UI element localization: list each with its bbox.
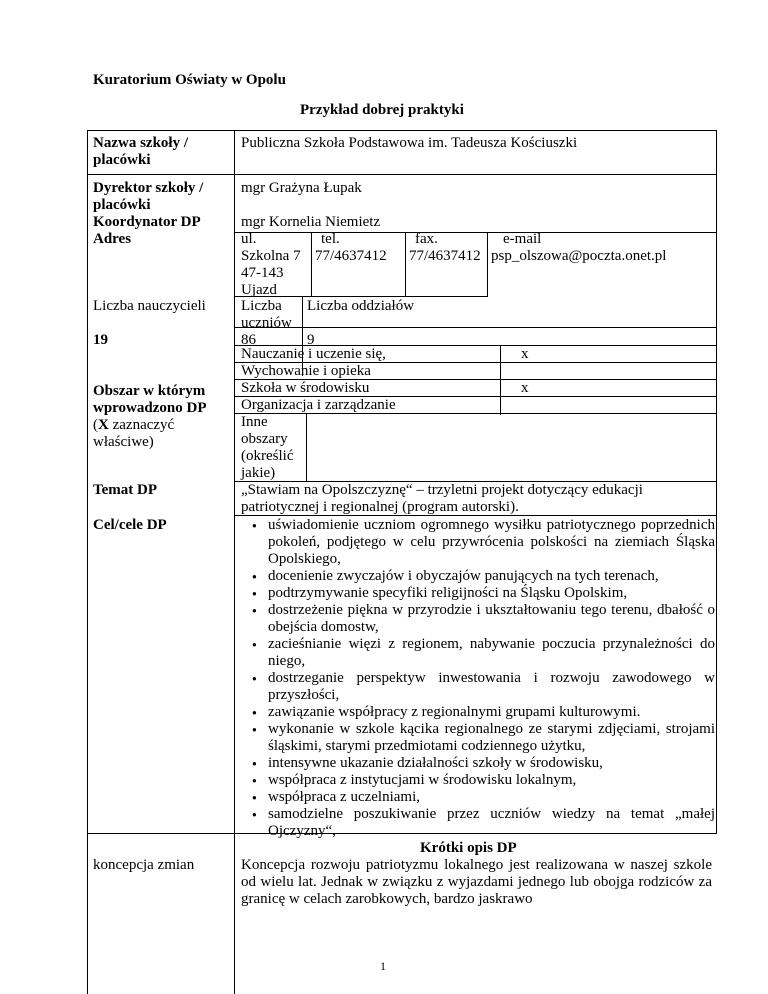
value-director: mgr Grażyna Łupak [241, 180, 362, 196]
list-item: ● zacieśnianie więzi z regionem, nabywanie poczucia przynależności do niego, [252, 636, 715, 670]
list-item: ● samodzielne poszukiwanie przez uczniów wiedzy na temat „małej Ojczyzny“, [252, 806, 715, 840]
area-mark: x [521, 346, 529, 362]
label-coordinator: Koordynator DP [93, 214, 201, 230]
value-coordinator: mgr Kornelia Niemietz [241, 214, 381, 230]
value-classes: 9 [307, 332, 315, 348]
list-item: ● dostrzeganie perspektyw inwestowania i rozwoju zawodowego w przyszłości, [252, 670, 715, 704]
value-teachers-count: 19 [93, 332, 108, 348]
address-email: e-mail psp_olszowa@poczta.onet.pl [491, 231, 667, 264]
area-item: Inne obszary (określić jakie) [241, 414, 294, 481]
page-number: 1 [380, 959, 386, 973]
area-item: Szkoła w środowisku [241, 380, 370, 396]
label-school-name: Nazwa szkoły / placówki [93, 135, 188, 168]
label-goals: Cel/cele DP [93, 517, 167, 533]
list-item: ● podtrzymywanie specyfiki religijności na Śląsku Opolskim, [252, 585, 715, 602]
list-item: ● intensywne ukazanie działalności szkoły w środowisku, [252, 755, 715, 772]
list-item: ● współpraca z uczelniami, [252, 789, 715, 806]
concept-text: Koncepcja rozwoju patriotyzmu lokalnego jest realizowana w naszej szkole od wielu lat. Jednak w związku z wyjazdami jednego lub obojga rodziców za granicę w celach zarobkowych, bardzo jaskrawo [241, 857, 712, 907]
area-item: Wychowanie i opieka [241, 363, 371, 379]
organization-name: Kuratorium Oświaty w Opolu [93, 72, 286, 88]
label-director: Dyrektor szkoły / placówki [93, 180, 204, 213]
list-item: ● dostrzeżenie piękna w przyrodzie i ukształtowaniu tego terenu, dbałość o obejścia domostw, [252, 602, 715, 636]
list-item: ● zawiązanie współpracy z regionalnymi grupami kulturowymi. [252, 704, 715, 721]
label-students: Liczba uczniów [241, 298, 292, 331]
area-item: Nauczanie i uczenie się, [241, 346, 386, 362]
area-item: Organizacja i zarządzanie [241, 397, 396, 413]
label-topic: Temat DP [93, 482, 158, 498]
label-address: Adres [93, 231, 132, 247]
label-classes: Liczba oddziałów [307, 298, 415, 314]
address-phone: tel. 77/4637412 [315, 231, 387, 264]
list-item: ● współpraca z instytucjami w środowisku lokalnym, [252, 772, 715, 789]
address-street: ul. Szkolna 7 47-143 Ujazd [241, 231, 301, 298]
list-item: ● docenienie zwyczajów i obyczajów panujących na tych terenach, [252, 568, 715, 585]
area-mark: x [521, 380, 529, 396]
list-item: ● wykonanie w szkole kącika regionalnego ze starymi zdjęciami, strojami śląskimi, starymi przedmiotami codziennego użytku, [252, 721, 715, 755]
value-school-name: Publiczna Szkoła Podstawowa im. Tadeusza Kościuszki [241, 135, 578, 151]
short-description-heading: Krótki opis DP [420, 840, 517, 856]
value-students: 86 [241, 332, 256, 348]
label-area: Obszar w którym wprowadzono DP (X zaznaczyć właściwe) [93, 383, 207, 450]
address-fax: fax. 77/4637412 [409, 231, 481, 264]
value-topic: „Stawiam na Opolszczyznę“ – trzyletni projekt dotyczący edukacji patriotycznej i regionalnej (program autorski). [241, 482, 643, 515]
goals-list [252, 517, 715, 840]
document-title: Przykład dobrej praktyki [300, 102, 464, 118]
label-teachers: Liczba nauczycieli [93, 298, 206, 314]
label-concept: koncepcja zmian [93, 857, 195, 873]
list-item: ● uświadomienie uczniom ogromnego wysiłku patriotycznego poprzednich pokoleń, podjętego w celu przywrócenia polskości na ziemiach Śląska Opolskiego, [252, 517, 715, 568]
